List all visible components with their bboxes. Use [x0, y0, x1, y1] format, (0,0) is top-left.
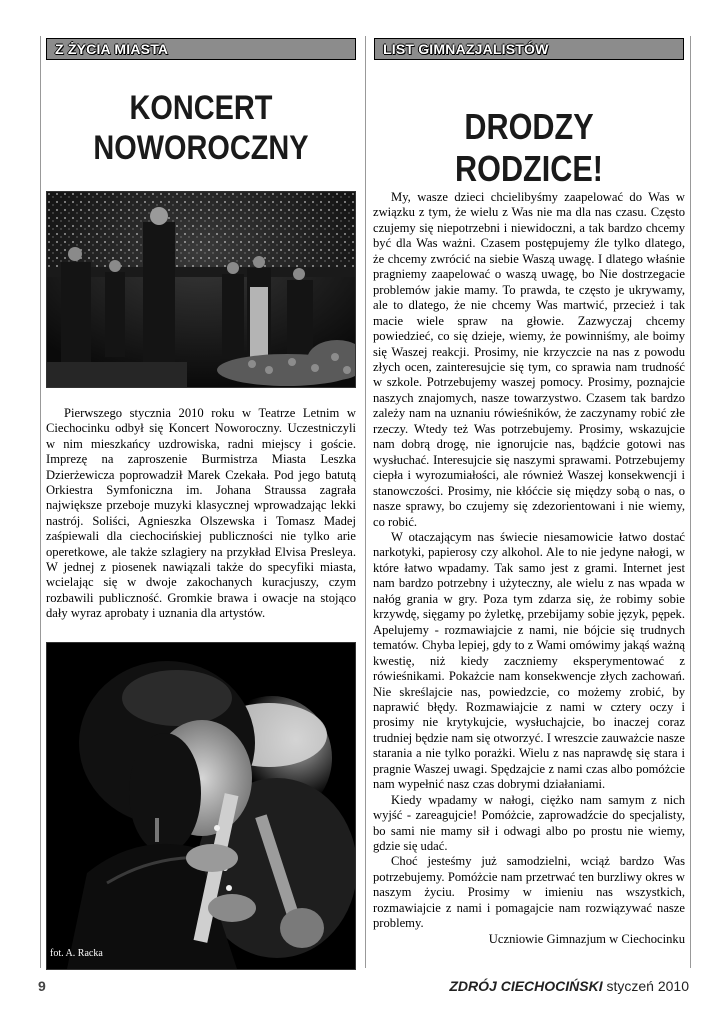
- section-header-left: [46, 38, 356, 60]
- concert-paragraph: Pierwszego stycznia 2010 roku w Teatrze Letnim w Ciechocinku odbył się Koncert Noworoczny. Uczestniczyli w nim mieszkańcy uzdrowiska, radni miejscy i goście. Imprezę na zaproszenie Burmistrza Miasta Leszka Dzierżewicza poprowadził Marek Czekała. Pod jego batutą Orkiestra Symfoniczna im. Johana Straussa zagrała największe przeboje muzyki klasycznej wprowadzając lekki nastrój. Soliści, Agnieszka Olszewska i Tomasz Madej zaśpiewali dla ciechocińskiej publiczności nie tylko arie operetkowe, ale także szlagiery na przykład Elvisa Presleya. W jednej z piosenek nawiązali także do specyfiki miasta, wcielając się w dwoje zakochanych kuracjuszy, czym rozbawili publiczność. Gromkie brawa i owacje na stojąco dały wyraz aprobaty i uznania dla artystów.: [46, 406, 356, 621]
- letter-paragraph-2: W otaczającym nas świecie niesamowicie łatwo dostać narkotyki, papierosy czy alkohol. Ale to nie jedyne nałogi, w które łatwo wpadamy. Tak samo jest z grami. Internet jest nam bardzo potrzebny i użyteczny, ale wielu z nas wpada w nałóg grania w gry. Poza tym zdarza się, że robimy sobie krzywdę, sięgamy po żyletkę, przebijamy sobie język, pępek. Apelujemy - rozmawiajcie z nami, nie bójcie się trudnych tematów. Chyba lepiej, gdy to z Wami omówimy jakąś ważną kwestię, niż kiedy zaczniemy eksperymentować z rówieśnikami. Pokażcie nam konsekwencje złych zachowań. Nie skreślajcie nas, powiedzcie, co możemy zrobić, by naprawić błędy. Rozmawiajcie z nami w cztery oczy i prosimy nie krytykujcie, wysłuchajcie, bo inaczej coraz trudniej będzie nam się otworzyć. I wreszcie zauważcie nasze starania a nie tylko porażki. Wielu z nas naprawdę się stara i pragnie Waszej uwagi. Spędzajcie z nami czas albo pomóżcie nam wypełnić nasz czas dobrymi działaniami.: [373, 529, 685, 792]
- letter-paragraph-1: My, wasze dzieci chcielibyśmy zaapelować do Was w związku z tym, że wielu z Was nie ma dla nas czasu. Często czujemy się niepotrzebni i niewidoczni, a tak bardzo chcemy być dla Was ważni. Czasem postępujemy źle tylko dlatego, że chcemy zwrócić na siebie Waszą uwagę. I dlatego właśnie pragniemy zaapelować o waszą uwagę, bo Nie dostrzegacie problemów jakie mamy. To prawda, te często je ukrywamy, ale to dlatego, że nie chcemy Was martwić, przecież i tak macie wiele spraw na głowie. Zazwyczaj chcemy powiedzieć, co się dzieje, wiemy, że powinniśmy, ale boimy się Waszej reakcji. Prosimy, nie krzyczcie na nas z powodu złych ocen, zainteresujcie się tym, co sprawia nam trudność w szkole. Potrzebujemy waszej pomocy. Prosimy, poznajcie naszych znajomych, nasze towarzystwo. Czasem tak bardzo zależy nam na uznaniu rówieśników, że zaczynamy robić złe rzeczy. Wtedy też Was potrzebujemy. Prosimy, wskazujcie nam dobrą drogę, nie ignorujcie nas, bądźcie gotowi nas wysłuchać. Interesujcie się naszymi sprawami. Potrzebujemy ciepła i wyrozumiałości, ale również Waszej konsekwencji i stanowczości. Prosimy, nie kłóćcie się między sobą o nas, o nasze sprawy, bo czujemy się zdezorientowani i nie wiemy, co robić.: [373, 190, 685, 529]
- flute-players-photo: [46, 642, 356, 970]
- column-rule-left: [40, 36, 41, 968]
- letter-signature: Uczniowie Gimnazjum w Ciechocinku: [488, 931, 685, 946]
- concert-headline-line-2: NOWOROCZNY: [93, 129, 309, 167]
- concert-photo: [46, 191, 356, 388]
- letter-headline: DRODZY RODZICE!: [455, 106, 603, 189]
- letter-paragraph-4: Choć jesteśmy już samodzielni, wciąż bardzo Was potrzebujemy. Pomóżcie nam przetrwać ten burzliwy okres w naszym życiu. Prosimy w imieniu nas wszystkich, rozmawiajcie z nami i pomagajcie nam rozwiązywać nasze problemy.: [373, 854, 685, 931]
- concert-headline: [69, 88, 333, 168]
- magazine-name: ZDRÓJ CIECHOCIŃSKI: [449, 978, 603, 994]
- section-label-left: Z ŻYCIA MIASTA: [55, 41, 169, 57]
- concert-article: [46, 406, 356, 622]
- section-header-right: [374, 38, 684, 60]
- letter-paragraph-3: Kiedy wpadamy w nałogi, ciężko nam samym z nich wyjść - zareagujcie! Pomóżcie, zaprowadźcie do specjalisty, bo sami nie mamy sił i odwagi albo po prostu nie wiemy, gdzie się udać.: [373, 792, 685, 854]
- letter-article: [373, 190, 685, 947]
- section-label-right: LIST GIMNAZJALISTÓW: [383, 41, 549, 57]
- magazine-footer: [449, 978, 689, 994]
- column-rule-right: [690, 36, 691, 968]
- concert-headline-line-1: KONCERT: [129, 89, 273, 127]
- issue-date: styczeń 2010: [606, 978, 689, 994]
- column-rule-middle: [365, 36, 366, 968]
- page-number: 9: [38, 978, 46, 994]
- photo-credit: fot. A. Racka: [50, 948, 103, 959]
